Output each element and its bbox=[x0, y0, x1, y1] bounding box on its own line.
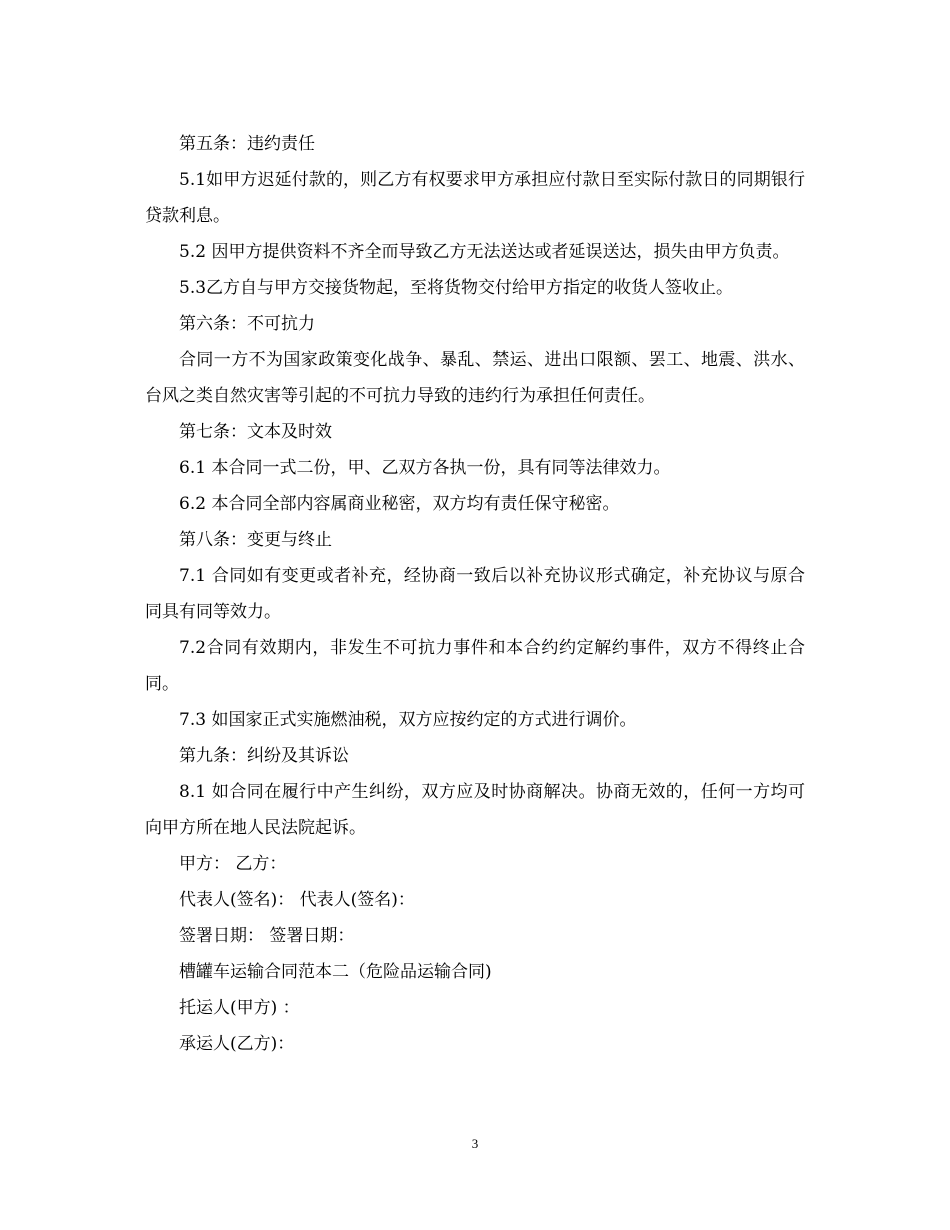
article-5-heading: 第五条：违约责任 bbox=[179, 134, 315, 154]
shipper-label: 托运人(甲方) ： bbox=[179, 998, 300, 1018]
clause-5-2: 5.2 因甲方提供资料不齐全而导致乙方无法送达或者延误送达，损失由甲方负责。 bbox=[179, 242, 790, 262]
article-7-heading: 第七条：文本及时效 bbox=[179, 422, 332, 442]
clause-7-2: 7.2合同有效期内，非发生不可抗力事件和本合约约定解约事件，双方不得终止合同。 bbox=[145, 638, 805, 694]
signing-date-labels: 签署日期： 签署日期： bbox=[179, 926, 355, 946]
clause-6-2: 6.2 本合同全部内容属商业秘密，双方均有责任保守秘密。 bbox=[179, 494, 620, 514]
article-9-heading: 第九条：纠纷及其诉讼 bbox=[179, 746, 349, 766]
template-two-title: 槽罐车运输合同范本二（危险品运输合同) bbox=[179, 962, 492, 982]
article-6-heading: 第六条：不可抗力 bbox=[179, 314, 315, 334]
carrier-label: 承运人(乙方)： bbox=[179, 1034, 295, 1054]
clause-8-1: 8.1 如合同在履行中产生纠纷，双方应及时协商解决。协商无效的，任何一方均可向甲方所在地人民法院起诉。 bbox=[145, 782, 805, 838]
force-majeure-text: 合同一方不为国家政策变化战争、暴乱、禁运、进出口限额、罢工、地震、洪水、台风之类自然灾害等引起的不可抗力导致的违约行为承担任何责任。 bbox=[145, 350, 805, 406]
clause-6-1: 6.1 本合同一式二份，甲、乙双方各执一份，具有同等法律效力。 bbox=[179, 458, 671, 478]
representative-signature-labels: 代表人(签名)： 代表人(签名)： bbox=[179, 890, 415, 910]
clause-7-3: 7.3 如国家正式实施燃油税，双方应按约定的方式进行调价。 bbox=[179, 710, 637, 730]
document-body bbox=[145, 126, 805, 1062]
clause-5-3: 5.3乙方自与甲方交接货物起，至将货物交付给甲方指定的收货人签收止。 bbox=[179, 278, 734, 298]
clause-5-1: 5.1如甲方迟延付款的，则乙方有权要求甲方承担应付款日至实际付款日的同期银行贷款利息。 bbox=[145, 170, 805, 226]
party-labels: 甲方： 乙方： bbox=[179, 854, 287, 874]
article-8-heading: 第八条：变更与终止 bbox=[179, 530, 332, 550]
clause-7-1: 7.1 合同如有变更或者补充，经协商一致后以补充协议形式确定，补充协议与原合同具有同等效力。 bbox=[145, 566, 805, 622]
page-number: 3 bbox=[471, 1136, 479, 1151]
